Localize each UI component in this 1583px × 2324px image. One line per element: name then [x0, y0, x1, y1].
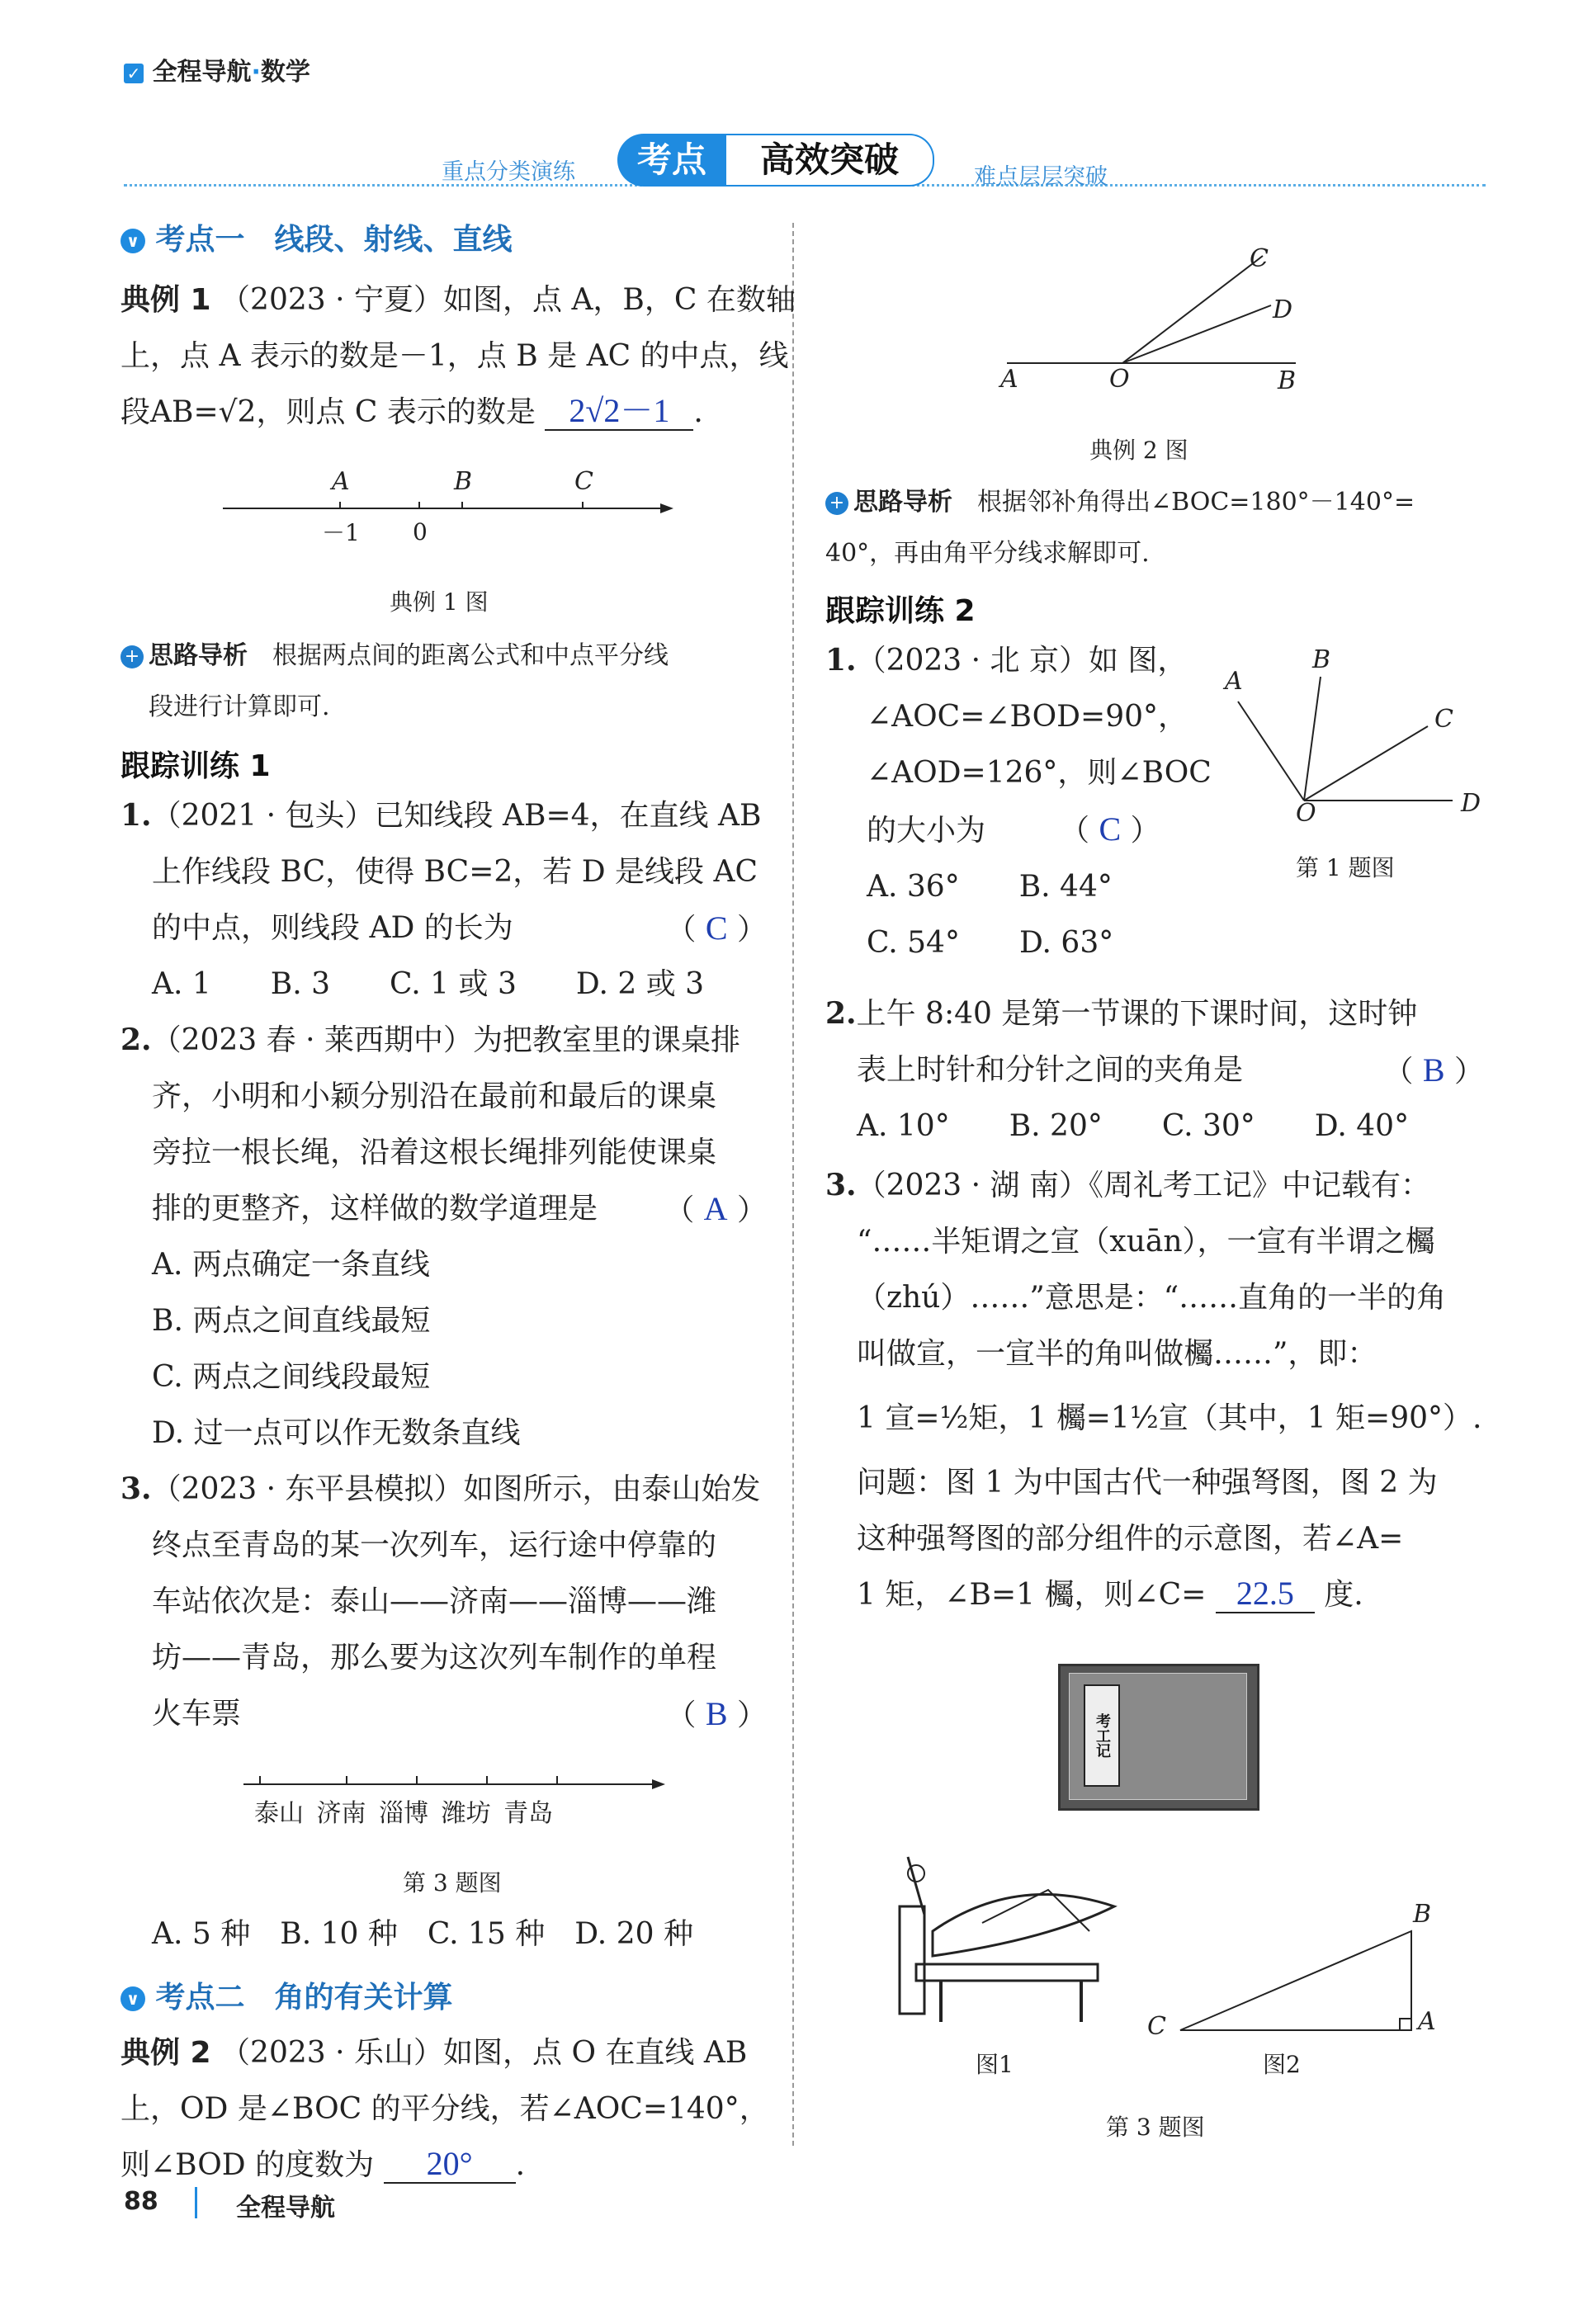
training-2-q1-answer: C: [1099, 810, 1122, 848]
example-2-caption: 典例 2 图: [1089, 437, 1188, 464]
section-1-title: ∨ 考点一 线段、射线、直线: [120, 216, 513, 258]
training-1-q3-options: A. 5 种 B. 10 种 C. 15 种 D. 20 种: [152, 1917, 693, 1951]
tick-minus-1: －1: [322, 519, 360, 546]
training-2-title: 跟踪训练 2: [825, 594, 976, 628]
header-subject: 数学: [260, 58, 310, 87]
fig2-label-O: O: [1109, 365, 1130, 394]
training-1-q3-caption: 第 3 题图: [403, 1869, 502, 1897]
example-1-answer: 2√2－1: [545, 393, 693, 431]
header: [124, 51, 310, 87]
tri-label-C: C: [1147, 2012, 1166, 2041]
training-1-q3-answer: B: [705, 1695, 728, 1732]
header-brand: 全程导航: [152, 58, 252, 87]
q1-label-D: D: [1461, 789, 1481, 818]
training-1-q1: 1.（2021 · 包头）已知线段 AB=4，在直线 AB 上作线段 BC，使得 BC=2，若 D 是线段 AC 的中点，则线段 AD 的长为 （ C ） A. 1 B. 3 C. 1 或 3 D. 2 或 3: [120, 798, 767, 1001]
header-dot: ·: [251, 58, 261, 87]
example-2: 典例 2 （2023 · 乐山）如图，点 O 在直线 AB 上，OD 是∠BOC 的平分线，若∠AOC=140°， 则∠BOD 的度数为 20° .: [120, 2036, 769, 2182]
training-2-q1-caption: 第 1 题图: [1296, 854, 1395, 881]
training-2-q3-answer: 22.5: [1216, 1575, 1315, 1613]
training-2-q1: 1.（2023 · 北 京）如 图， ∠AOC=∠BOD=90°， ∠AOD=126°，则∠BOC 的大小为 （ C ） A. 36° B. 44° C. 54° D. 63°: [825, 643, 1212, 960]
plus-icon: +: [825, 492, 848, 515]
tip-1: + 思路导析 根据两点间的距离公式和中点平分线 段进行计算即可.: [120, 631, 669, 733]
label-B: B: [454, 467, 473, 496]
example-1-caption: 典例 1 图: [390, 588, 489, 616]
training-1-q3: 3.（2023 · 东平县模拟）如图所示，由泰山始发 终点至青岛的某一次列车，运行途中停靠的 车站依次是：泰山——济南——淄博——潍 坊——青岛，那么要为这次列车制作的单程 火车票 （ B ）: [120, 1471, 767, 1732]
training-1-title: 跟踪训练 1: [120, 749, 271, 783]
section-2-title: ∨ 考点二 角的有关计算: [120, 1974, 453, 2016]
example-2-label: 典例 2: [120, 2036, 211, 2070]
example-1: 典例 1 （2023 · 宁夏）如图，点 A，B，C 在数轴 上，点 A 表示的数是－1，点 B 是 AC 的中点，线 段AB=√2，则点 C 表示的数是 2√2－1 .: [120, 283, 796, 429]
chevron-icon: ∨: [120, 229, 145, 253]
stations-label: 泰山 济南 淄博 潍坊 青岛: [254, 1799, 554, 1828]
q1-label-B: B: [1312, 645, 1331, 674]
banner-left: 重点分类演练: [442, 159, 575, 185]
kaogongji-book-image: [1058, 1664, 1259, 1811]
book-title: 考工记: [1084, 1684, 1120, 1787]
footer-brand: 全程导航: [236, 2194, 335, 2222]
q1-label-O: O: [1296, 799, 1316, 828]
q1-label-A: A: [1225, 667, 1243, 696]
page-number: 88: [124, 2187, 158, 2216]
fig2-label-D: D: [1273, 295, 1293, 324]
column-divider: [792, 223, 794, 2146]
training-2-q1-figure: [1222, 660, 1469, 825]
fig2-label: 图2: [1263, 2051, 1301, 2078]
training-1-q2-answer: A: [703, 1190, 728, 1227]
fig2-label-B: B: [1278, 366, 1297, 395]
tick-0: 0: [413, 518, 428, 546]
fig1-label: 图1: [976, 2051, 1014, 2078]
fig2-label-A: A: [1000, 365, 1018, 394]
plus-icon: +: [120, 645, 144, 668]
fig2-label-C: C: [1250, 244, 1269, 273]
tri-label-A: A: [1418, 2007, 1436, 2036]
training-2-q2: 2.上午 8:40 是第一节课的下课时间，这时钟 表上时针和分针之间的夹角是 （ B ） A. 10° B. 20° C. 30° D. 40°: [825, 996, 1484, 1143]
crossbow-figure: [883, 1840, 1131, 2030]
number-line-figure: [215, 462, 677, 561]
example-1-label: 典例 1: [120, 283, 211, 317]
footer-divider: [195, 2187, 197, 2218]
tri-label-B: B: [1413, 1900, 1432, 1929]
triangle-figure: [1164, 1923, 1428, 2047]
tip-2: + 思路导析 根据邻补角得出∠BOC=180°－140°= 40°，再由角平分线求解即可.: [825, 488, 1415, 568]
check-icon: ✓: [124, 64, 144, 83]
training-2-q3-caption: 第 3 题图: [1106, 2114, 1205, 2141]
label-C: C: [574, 467, 593, 496]
training-2-q2-answer: B: [1422, 1051, 1445, 1089]
training-2-q3: 3.（2023 · 湖 南）《周礼考工记》中记载有： “……半矩谓之宣（xuān），一宣有半谓之欘 （zhú）……”意思是：“……直角的一半的角 叫做宣，一宣半的角叫做欘……”，即： 1 宣=½矩，1 欘=1½宣（其中，1 矩=90°）. 问题：图 1 为中国古代一种强弩图，图 2 为 这种强弩图的部分组件的示意图，若∠A= 1 矩，∠B=1 欘，则∠C= 22.5 度.: [825, 1168, 1482, 1612]
label-A: A: [332, 467, 350, 496]
example-2-answer: 20°: [384, 2146, 516, 2184]
banner-right: 难点层层突破: [974, 164, 1108, 190]
banner-kd: 考点: [617, 134, 726, 187]
banner-title: 高效突破: [726, 134, 934, 187]
training-1-q2: 2.（2023 春 · 莱西期中）为把教室里的课桌排 齐，小明和小颖分别沿在最前和最后的课桌 旁拉一根长绳，沿着这根长绳排列能使课桌 排的更整齐，这样做的数学道理是 （ A ） A. 两点确定一条直线 B. 两点之间直线最短 C. 两点之间线段最短 D. 过一点可以作无数条直线: [120, 1023, 767, 1450]
chevron-icon: ∨: [120, 1986, 145, 2011]
training-1-q1-answer: C: [705, 909, 728, 947]
q1-label-C: C: [1434, 705, 1453, 734]
